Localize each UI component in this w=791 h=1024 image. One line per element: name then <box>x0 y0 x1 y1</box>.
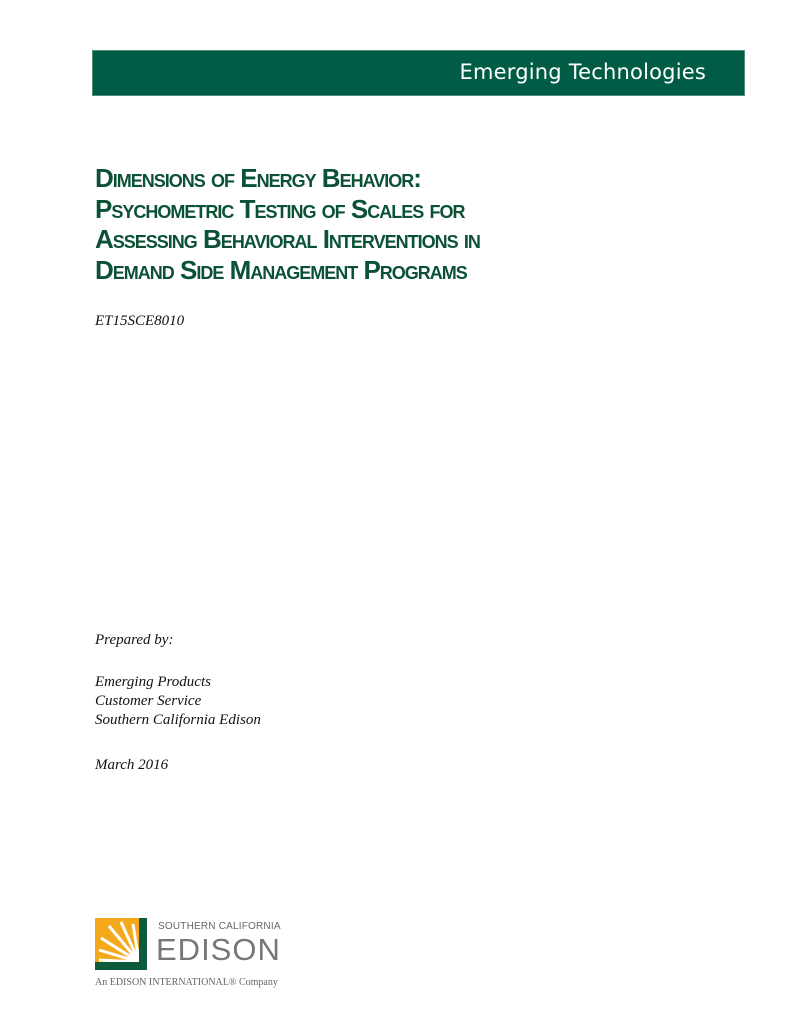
prepared-by-line: Emerging Products <box>95 674 211 690</box>
document-title <box>95 163 715 285</box>
logo-subtitle: SOUTHERN CALIFORNIA <box>158 921 281 932</box>
title-line: Demand Side Management Programs <box>95 254 467 285</box>
prepared-by-label: Prepared by: <box>95 632 174 648</box>
logo-name: EDISON <box>156 932 281 967</box>
prepared-by-line: Southern California Edison <box>95 712 261 728</box>
title-line: Psychometric Testing of Scales for <box>95 193 465 224</box>
report-date: March 2016 <box>95 757 169 773</box>
banner-title: Emerging Technologies <box>459 60 706 84</box>
sun-icon <box>95 918 147 970</box>
logo-tagline: An EDISON INTERNATIONAL® Company <box>95 977 278 988</box>
report-id: ET15SCE8010 <box>95 313 185 329</box>
title-line: Dimensions of Energy Behavior: <box>95 163 421 193</box>
title-line: Assessing Behavioral Interventions in <box>95 224 480 254</box>
header-banner <box>92 50 745 96</box>
prepared-by-line: Customer Service <box>95 693 202 709</box>
